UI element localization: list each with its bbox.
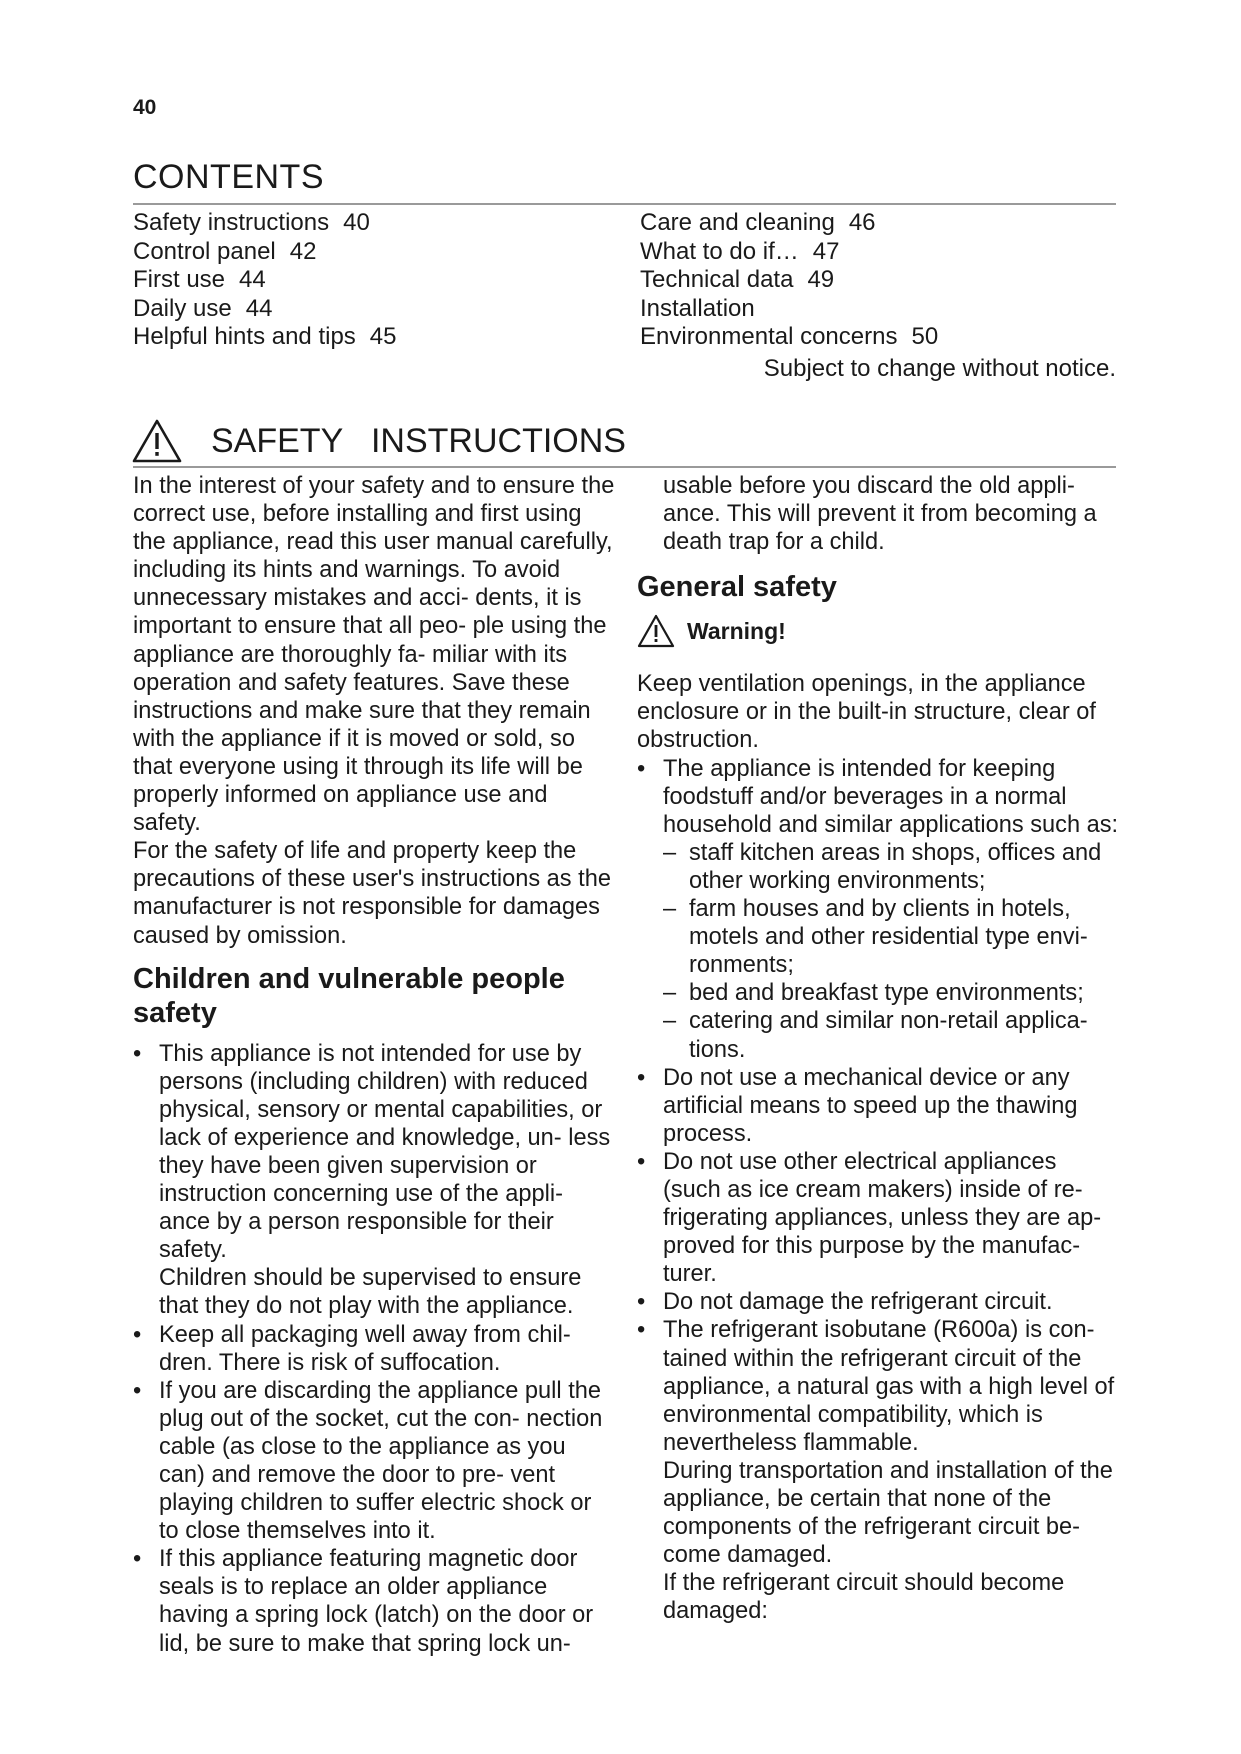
children-supervision-note: Children should be supervised to ensure that they do not play with the appliance. — [159, 1265, 582, 1320]
list-item: • The refrigerant isobutane (R600a) is con- tained within the refrigerant circuit of the appliance, a natural gas with a high level of environmental compatibility, which is nevertheless flammable. During transportation and installation of the appliance, be certain that none of the components of the refrigerant circuit be- come damaged. If the refrigerant circuit should become damaged: — [637, 1316, 1119, 1625]
warning-triangle-icon — [637, 614, 675, 648]
children-safety-heading: Children and vulnerable people safety — [133, 962, 565, 1029]
toc-entry[interactable]: Control panel 42 — [133, 237, 317, 265]
contents-heading: CONTENTS — [133, 158, 324, 196]
contents-left-column — [133, 209, 397, 352]
warning-triangle-icon — [131, 418, 183, 464]
change-notice: Subject to change without notice. — [763, 355, 1116, 382]
ventilation-paragraph: Keep ventilation openings, in the appliance enclosure or in the built-in structure, clear of obstruction. — [637, 671, 1096, 754]
toc-entry[interactable]: Installation — [640, 294, 755, 322]
continuation-paragraph: usable before you discard the old appli- ance. This will prevent it from becoming a death trap for a child. — [663, 473, 1097, 556]
general-safety-heading: General safety — [637, 571, 837, 604]
intro-paragraph-2: For the safety of life and property keep the precautions of these user's instructions as the manufacturer is not responsible for damages caused by omission. — [133, 838, 611, 949]
sublist-item: – staff kitchen areas in shops, offices and other working environments; — [663, 839, 1102, 894]
safety-heading — [131, 418, 626, 464]
list-item: • If you are discarding the appliance pull the plug out of the socket, cut the con- nection cable (as close to the appliance as you can) and remove the door to pre- vent playing children to suffer electric shock or to close themselves into it. — [133, 1377, 603, 1545]
general-safety-list — [637, 755, 1119, 1626]
toc-entry[interactable]: First use 44 — [133, 266, 266, 293]
list-item: • If this appliance featuring magnetic door seals is to replace an older appliance having a spring lock (latch) on the door or lid, be sure to make that spring lock un- — [133, 1546, 594, 1657]
refrigerant-note-damaged: If the refrigerant circuit should become damaged: — [663, 1570, 1065, 1625]
toc-entry[interactable]: What to do if… 47 — [640, 237, 840, 265]
list-item: • Do not use other electrical appliances (such as ice cream makers) inside of re- frigerating appliances, unless they are ap- proved for this purpose by the manufac- turer. — [637, 1148, 1102, 1288]
toc-entry[interactable]: Daily use 44 — [133, 294, 273, 322]
sublist-item: – catering and similar non-retail applica- tions. — [663, 1008, 1088, 1063]
toc-entry[interactable]: Helpful hints and tips 45 — [133, 323, 397, 350]
children-safety-list — [133, 1040, 615, 1658]
toc-entry[interactable]: Environmental concerns 50 — [640, 323, 939, 350]
toc-entry[interactable]: Care and cleaning 46 — [640, 209, 876, 236]
list-item: • Do not damage the refrigerant circuit. — [637, 1289, 1053, 1316]
safety-heading-text: SAFETY INSTRUCTIONS — [211, 421, 626, 460]
warning-callout — [637, 614, 1119, 648]
list-item: • Keep all packaging well away from chil- dren. There is risk of suffocation. — [133, 1321, 571, 1376]
contents-right-column — [640, 209, 938, 352]
page-number: 40 — [133, 96, 157, 119]
toc-entry[interactable]: Safety instructions 40 — [133, 209, 370, 236]
warning-label: Warning! — [687, 618, 786, 645]
list-item: • The appliance is intended for keeping foodstuff and/or beverages in a normal household and similar applications such as: – staff kitchen areas in shops, offices and other working environments; – farm houses and by clients in hotels, motels and other residential type envi- ronments; – bed and breakfast type environments; – catering and similar non-retail applica- tions. — [637, 755, 1119, 1063]
safety-rule — [133, 466, 1116, 468]
usage-sublist — [663, 839, 1119, 1064]
intro-paragraph: In the interest of your safety and to ensure the correct use, before installing and first using the appliance, read this user manual carefully, including its hints and warnings. To avoid unnecessary mistakes and acci- dents, it is important to ensure that all peo- ple using the appliance are thoroughly fa- miliar with its operation and safety features. Save these instructions and make sure that they remain with the appliance if it is moved or sold, so that everyone using it through its life will be properly informed on appliance use and safety. — [133, 473, 615, 837]
toc-entry[interactable]: Technical data 49 — [640, 266, 835, 293]
contents-rule — [133, 203, 1116, 205]
list-item: • This appliance is not intended for use by persons (including children) with reduced physical, sensory or mental capabilities, or lack of experience and knowledge, un- less they have been given supervision or instruction concerning use of the appli- ance by a person responsible for their safety. Children should be supervised to ensure that they do not play with the appliance. — [133, 1040, 615, 1321]
sublist-item: – farm houses and by clients in hotels, motels and other residential type envi- ronments; — [663, 896, 1088, 979]
refrigerant-note-transport: During transportation and installation of the appliance, be certain that none of the components of the refrigerant circuit be- come damaged. — [663, 1457, 1113, 1569]
left-text-column — [133, 472, 615, 1658]
list-item: • Do not use a mechanical device or any artificial means to speed up the thawing process. — [637, 1064, 1078, 1147]
right-text-column — [637, 472, 1119, 1625]
sublist-item: – bed and breakfast type environments; — [663, 980, 1084, 1007]
